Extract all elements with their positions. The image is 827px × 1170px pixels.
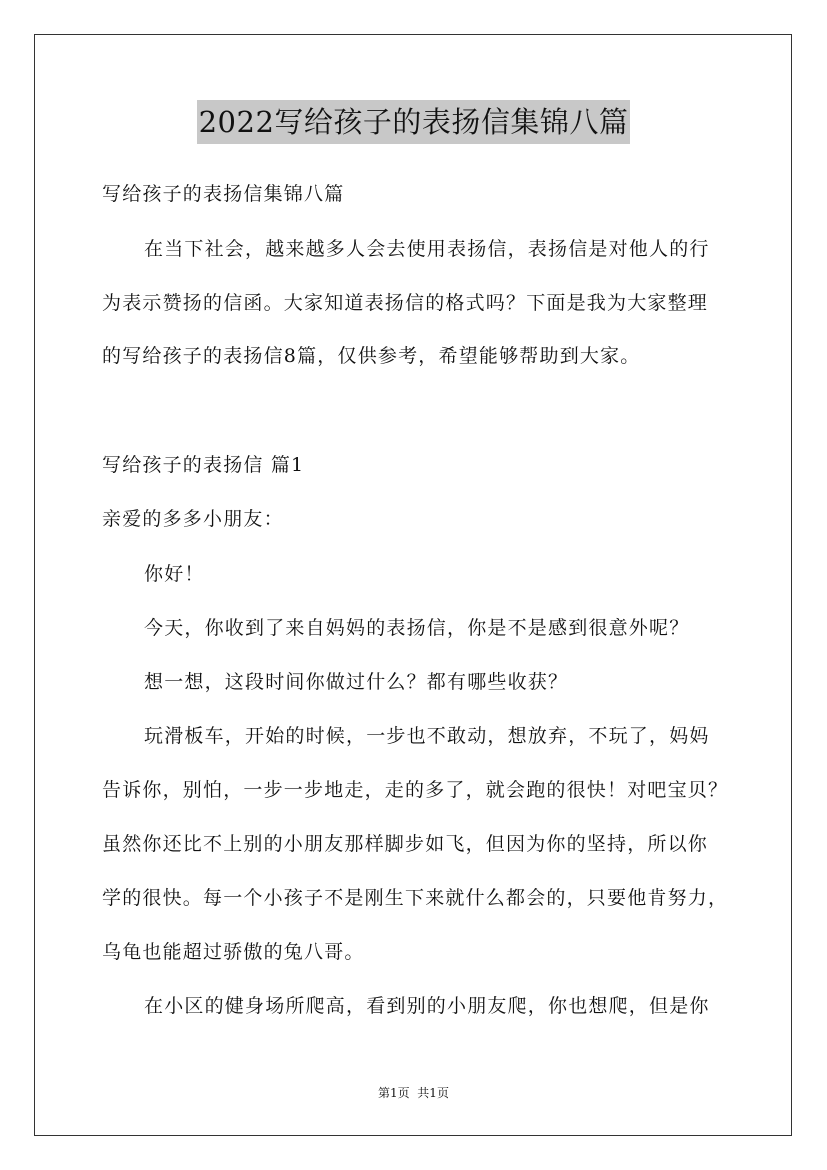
section-heading: 写给孩子的表扬信 篇1 — [102, 454, 305, 476]
paragraph-line: 今天，你收到了来自妈妈的表扬信，你是不是感到很意外呢？ — [144, 617, 690, 639]
paragraph-line: 想一想，这段时间你做过什么？都有哪些收获？ — [144, 671, 569, 693]
paragraph-line: 虽然你还比不上别的小朋友那样脚步如飞，但因为你的坚持，所以你 — [102, 833, 709, 855]
page-footer: 第1页 共1页 — [378, 1086, 449, 1100]
paragraph-line: 在当下社会，越来越多人会去使用表扬信，表扬信是对他人的行 — [144, 238, 710, 260]
greeting: 你好！ — [144, 563, 205, 585]
title-container — [0, 100, 827, 144]
paragraph-line: 学的很快。每一个小孩子不是刚生下来就什么都会的，只要他肯努力， — [102, 887, 729, 909]
subtitle-line: 写给孩子的表扬信集锦八篇 — [102, 183, 345, 205]
paragraph-line: 玩滑板车，开始的时候，一步也不敢动，想放弃，不玩了，妈妈 — [144, 725, 710, 747]
paragraph-line: 的写给孩子的表扬信8篇，仅供参考，希望能够帮助到大家。 — [102, 345, 641, 367]
document-title: 2022写给孩子的表扬信集锦八篇 — [197, 100, 631, 144]
paragraph-line: 告诉你，别怕，一步一步地走，走的多了，就会跑的很快！对吧宝贝？ — [102, 779, 729, 801]
paragraph-line: 为表示赞扬的信函。大家知道表扬信的格式吗？下面是我为大家整理 — [102, 292, 709, 314]
salutation: 亲爱的多多小朋友： — [102, 508, 284, 530]
paragraph-line: 在小区的健身场所爬高，看到别的小朋友爬，你也想爬，但是你 — [144, 995, 710, 1017]
paragraph-line: 乌龟也能超过骄傲的兔八哥。 — [102, 941, 365, 963]
